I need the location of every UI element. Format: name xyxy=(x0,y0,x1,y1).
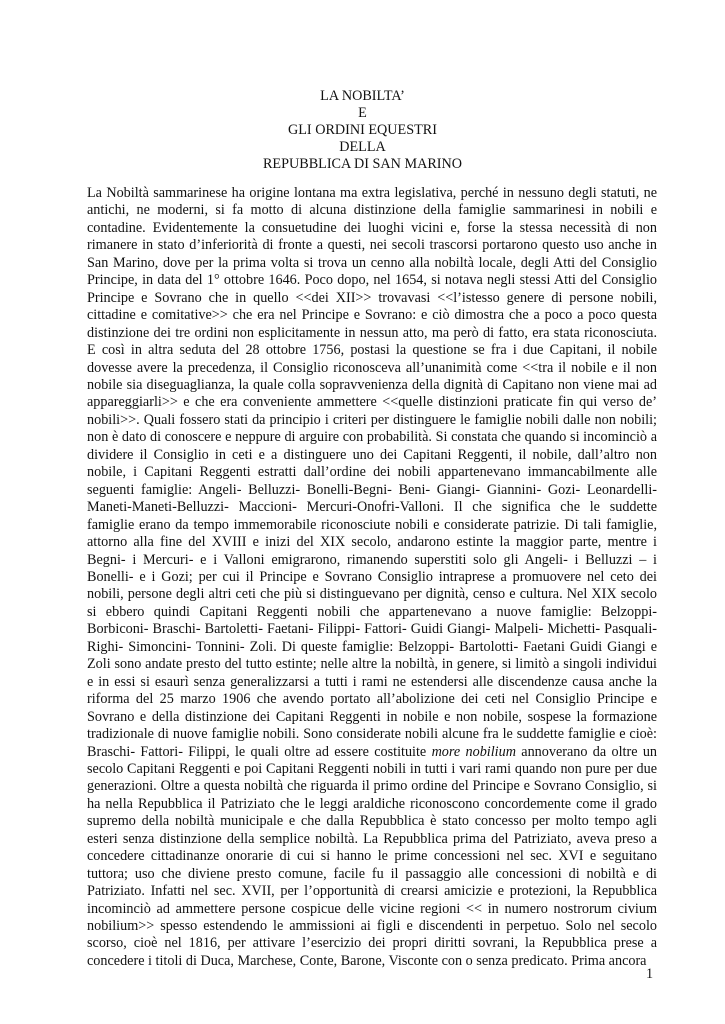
document-title xyxy=(0,88,725,173)
body-line: Sovrano e della distinzione dei Capitani Reggenti in nobile e non nobile, sospese la formazione xyxy=(87,708,657,725)
body-line: antichi, ne moderni, si fa motto di alcuna distinzione della famiglie sammarinesi in nobili e xyxy=(87,202,657,219)
body-line: Righi- Simoncini- Tonnini- Zoli. Di queste famiglie: Belzoppi- Bartolotti- Faetani Guidi Giangi e xyxy=(87,638,657,655)
body-line: Begni- i Mercuri- e i Valloni emigrarono, rimanendo superstiti solo gli Angeli- i Belluzzi – i xyxy=(87,551,657,568)
body-line: tradizionale di nuove famiglie nobili. Sono considerate nobili alcune fra le suddette famiglie e cioè: xyxy=(87,726,657,743)
body-line: supremo della nobiltà municipale e che dalla Repubblica è stato concesso per molto tempo agli xyxy=(87,813,657,830)
body-line: San Marino, dove per la prima volta si trova un cenno alla nobiltà locale, degli Atti del Consiglio xyxy=(87,254,657,271)
body-line: nobile sia diseguaglianza, la quale colla sopravvenienza della dignità di Capitano non viene mai ad xyxy=(87,376,657,393)
body-line: nobili, persone degli altri ceti che più si distinguevano per dignità, censo e cultura. Nel XIX secolo xyxy=(87,586,657,603)
body-line: seguenti famiglie: Angeli- Belluzzi- Bonelli-Begni- Beni- Giangi- Giannini- Gozi- Leonardelli- xyxy=(87,481,657,498)
body-line: riforma del 25 marzo 1906 che avendo portato all’abolizione dei ceti nel Consiglio Principe e xyxy=(87,691,657,708)
body-line: rimanere in stato d’inferiorità di fronte a questi, nei secoli trascorsi portarono questo uso anche in xyxy=(87,237,657,254)
body-line: ha nella Repubblica il Patriziato che le leggi araldiche riconoscono concordemente come il grado xyxy=(87,795,657,812)
body-line: generazioni. Oltre a questa nobiltà che riguarda il primo ordine del Principe e Sovrano Consiglio, si xyxy=(87,778,657,795)
body-paragraph xyxy=(87,185,657,970)
body-line: secolo Capitani Reggenti e poi Capitani Reggenti nobili in tutti i vari rami quando non pure per due xyxy=(87,760,657,777)
body-line: non è dato di conoscere e neppure di arguire con probabilità. Si constata che quando si incominciò a xyxy=(87,429,657,446)
body-line: nobili>>. Quali fossero stati da principio i criteri per distinguere le famiglie nobili dalle non nobili; xyxy=(87,411,657,428)
body-line: incominciò ad ammettere persone cospicue delle vicine regioni << in numero nostrorum civium xyxy=(87,900,657,917)
body-line: Borbiconi- Braschi- Bartoletti- Faetani- Filippi- Fattori- Guidi Giangi- Malpeli- Michetti- Pasquali- xyxy=(87,621,657,638)
body-line: E così in altra seduta del 28 ottobre 1756, postasi la questione se fra i due Capitani, il nobile xyxy=(87,342,657,359)
body-line: concedere i titoli di Duca, Marchese, Conte, Barone, Visconte con o senza predicato. Prima ancora xyxy=(87,952,647,969)
body-line: Braschi- Fattori- Filippi, le quali oltre ad essere costituite more nobilium annoverano da oltre un xyxy=(87,743,658,760)
body-line: famiglie erano da tempo immemorabile riconosciute nobili e considerate patrizie. Di tali famiglie, xyxy=(87,516,657,533)
body-line: attorno alla fine del XVIII e inizi del XIX secolo, andarono estinte la maggior parte, mentre i xyxy=(87,534,657,551)
body-line: La Nobiltà sammarinese ha origine lontana ma extra legislativa, perché in nessuno degli statuti, ne xyxy=(87,185,657,201)
body-line: appareggiarli>> e che era conveniente ammettere <<quelle distinzioni praticate fin qui verso de’ xyxy=(87,394,657,411)
body-line: Principe e Sovrano che in quello <<dei XII>> trovavasi <<l’istesso genere di persone nobili, xyxy=(87,289,657,306)
body-line: Principe, in data del 1° ottobre 1646. Poco dopo, nel 1654, si notava negli stessi Atti del Consiglio xyxy=(87,272,657,289)
page-number: 1 xyxy=(646,966,654,982)
body-line: si ebbero quindi Capitani Reggenti nobili che appartenevano a nuove famiglie: Belzoppi- xyxy=(87,603,657,620)
body-line: distinzione dei tre ordini non esplicitamente in nessun atto, ma però di fatto, era stata riconosciuta. xyxy=(87,324,657,341)
body-line: scorso, cioè nel 1816, per attivare l’esercizio dei propri diritti sovrani, la Repubblica prese a xyxy=(87,935,657,952)
body-line: Bonelli- e i Gozi; per cui il Principe e Sovrano Consiglio intraprese a promuovere nel ceto dei xyxy=(87,568,657,585)
body-line: Patriziato. Infatti nel sec. XVII, per l’opportunità di crearsi amicizie e protezioni, la Repubblica xyxy=(87,883,657,900)
italic-phrase: more nobilium xyxy=(431,743,516,760)
title-line: LA NOBILTA’ xyxy=(320,88,405,104)
title-line: DELLA xyxy=(339,139,386,155)
title-line: REPUBBLICA DI SAN MARINO xyxy=(262,156,463,172)
body-line: e in essi si esaurì senza generalizzarsi a tutti i rami ne estendersi alle discendenze causa anche la xyxy=(87,673,657,690)
body-line: cittadine e comitative>> che era nel Principe e Sovrano: e ciò dimostra che a poco a poco questa xyxy=(87,307,657,324)
title-line: E xyxy=(358,105,367,121)
body-line: Maneti-Maneti-Belluzzi- Maccioni- Mercuri-Onofri-Valloni. Il che significa che le suddette xyxy=(87,499,657,516)
body-line: Zoli sono andate presto del tutto estinte; nelle altre la nobiltà, in genere, si limitò a singoli individui xyxy=(87,656,657,673)
body-line: concedere cittadinanze onorarie di cui si hanno le prime concessioni nel sec. XVI e seguitano xyxy=(87,848,657,865)
body-line: nobile, i Capitani Reggenti estratti dall’ordine dei nobili appartenevano immancabilmente alle xyxy=(87,464,657,481)
body-line: contadine. Evidentemente la consuetudine dei luoghi vicini e, forse la stessa necessità di non xyxy=(87,219,657,236)
title-line: GLI ORDINI EQUESTRI xyxy=(288,122,437,138)
body-line: nobilium>> spesso estendendo le ammissioni ai figli e discendenti in perpetuo. Solo nel secolo xyxy=(87,918,657,935)
body-line: esteri senza distinzione della semplice nobiltà. La Repubblica prima del Patriziato, aveva preso a xyxy=(87,830,657,847)
body-line: tuttora; uso che diviene presto comune, facile fu il passaggio alle concessioni di nobiltà e di xyxy=(87,865,657,882)
body-line: dividere il Consiglio in ceti e a distinguere uno dei Capitani Reggenti, il nobile, dall’altro non xyxy=(87,446,657,463)
body-line: dovesse avere la precedenza, il Consiglio riconosceva all’unanimità come <<tra il nobile e il non xyxy=(87,359,657,376)
